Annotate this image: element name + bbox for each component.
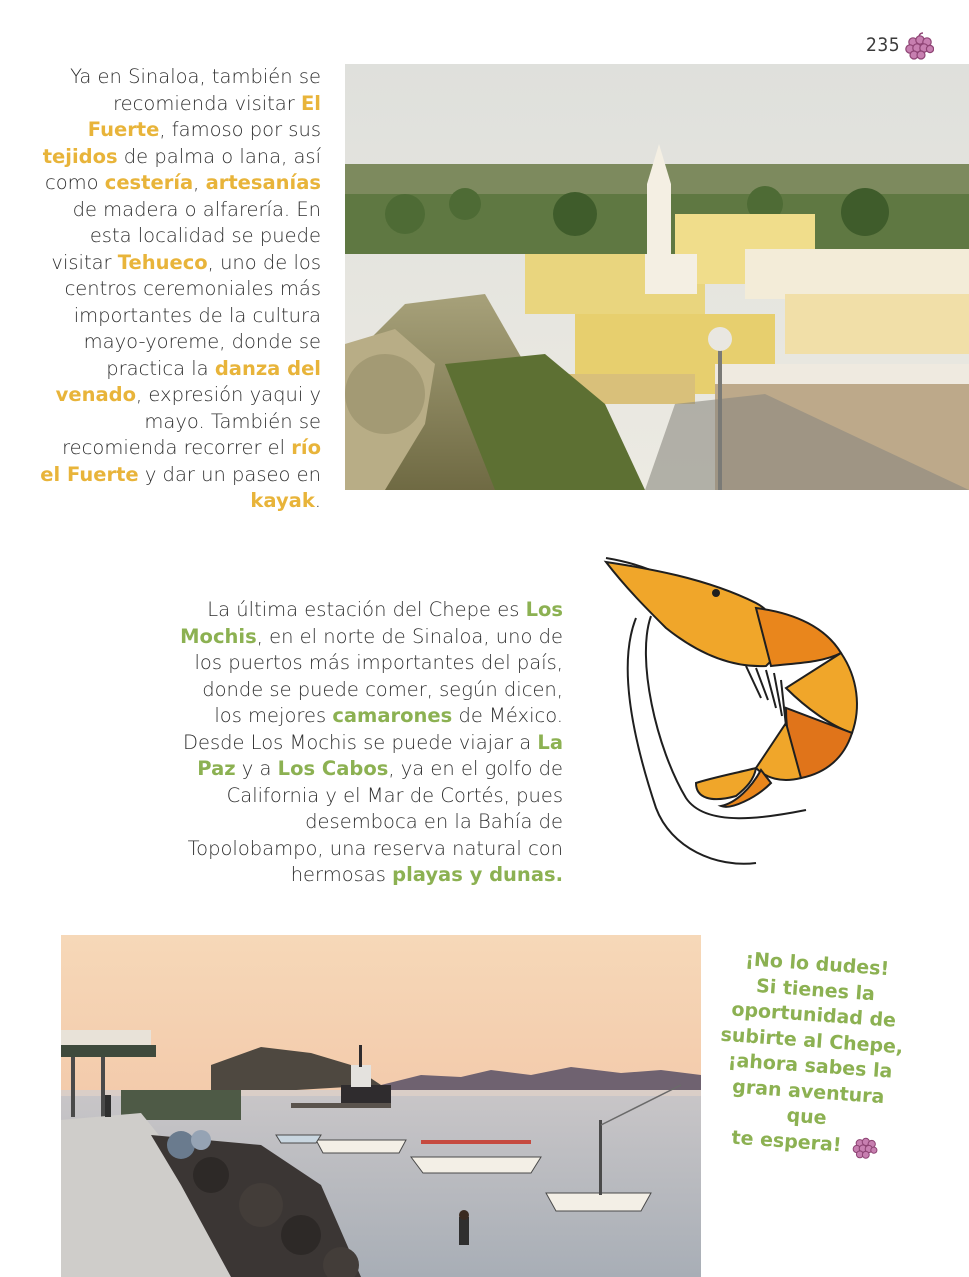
highlight-tejidos: tejidos: [42, 144, 118, 168]
page-number: 235: [866, 34, 901, 56]
text: , uno de los centros ceremoniales más importantes de la cultura mayo-yoreme, donde se practica la: [64, 250, 321, 380]
highlight-los-cabos: Los Cabos: [277, 757, 389, 780]
callout-line: Si tienes la: [755, 974, 876, 1005]
highlight-la-paz: La Paz: [197, 730, 563, 780]
text: , expresión yaqui y mayo. También se recomienda recorrer el: [62, 383, 321, 459]
grapes-icon: [851, 1134, 879, 1160]
text: , ya en el golfo de California y el Mar de Cortés, pues desemboca en la Bahía de Topolobampo, una reserva natural con hermosas: [187, 757, 563, 886]
text: .: [314, 489, 321, 512]
highlight-los-mochis: Los Mochis: [180, 598, 563, 648]
callout-line: ¡ahora sabes la: [727, 1049, 894, 1083]
grapes-icon: [904, 32, 934, 60]
text: y a: [235, 757, 278, 780]
callout-line: oportunidad de: [730, 998, 897, 1032]
text: La última estación del Chepe es: [207, 598, 526, 621]
el-fuerte-paragraph: [40, 64, 321, 515]
highlight-artesanias: artesanías: [205, 171, 321, 194]
highlight-rio-el-fuerte: río el Fuerte: [40, 436, 321, 486]
highlight-kayak: kayak: [250, 489, 315, 512]
text: , en el norte de Sinaloa, uno de los puertos más importantes del país, donde se puede comer, según dicen, los mejores: [194, 624, 563, 727]
highlight-el-fuerte: El Fuerte: [87, 91, 321, 141]
highlight-cesteria: cestería: [104, 171, 194, 194]
highlight-tehueco: Tehueco: [117, 250, 208, 274]
el-fuerte-photo: [345, 64, 969, 490]
callout-line: ¡No lo dudes!: [744, 948, 890, 981]
highlight-danza-del-venado: danza del venado: [55, 356, 321, 406]
callout-note: [706, 945, 916, 1162]
highlight-camarones: camarones: [332, 704, 453, 727]
text: ,: [193, 171, 206, 194]
text: Ya en Sinaloa, también se recomienda visitar: [70, 65, 321, 115]
shrimp-illustration: [596, 548, 866, 878]
los-mochis-paragraph: [170, 597, 563, 889]
callout-line-text: te espera!: [730, 1126, 843, 1156]
callout-line: subirte al Chepe,: [719, 1023, 904, 1058]
text: y dar un paseo en: [138, 462, 321, 486]
text: , famoso por sus: [159, 118, 321, 141]
topolobampo-bay-photo: [61, 935, 701, 1277]
text: de palma o lana, así como: [44, 144, 321, 194]
text: de México. Desde Los Mochis se puede viajar a: [182, 704, 563, 754]
highlight-playas-y-dunas: playas y dunas.: [392, 863, 563, 886]
text: de madera o alfarería. En esta localidad se puede visitar: [51, 197, 321, 274]
callout-line: gran aventura que: [731, 1075, 886, 1130]
